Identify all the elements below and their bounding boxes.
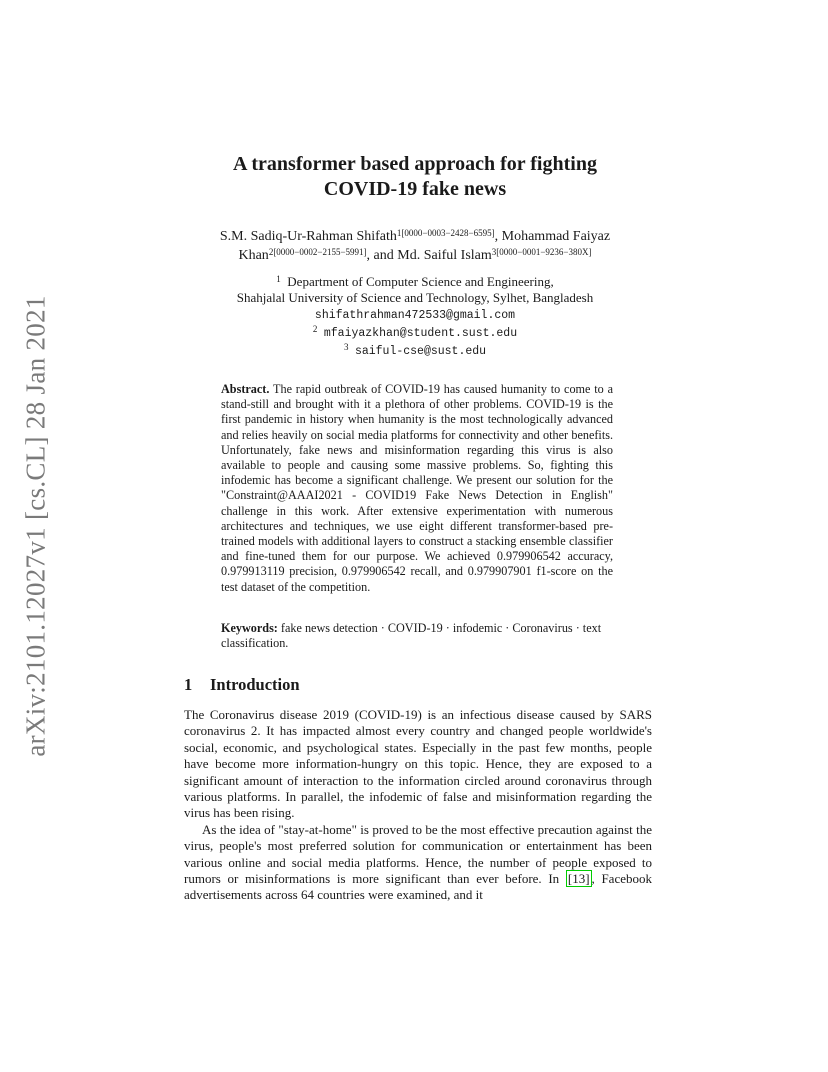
abstract-paragraph — [221, 382, 613, 595]
section-heading — [184, 675, 300, 695]
email-1[interactable]: shifathrahman472533@gmail.com — [314, 309, 516, 322]
keywords — [221, 621, 613, 651]
affil-univ: Shahjalal University of Science and Technology, Sylhet, Bangladesh — [236, 290, 594, 305]
arxiv-identifier-text: arXiv:2101.12027v1 [cs.CL] 28 Jan 2021 — [20, 295, 51, 757]
author-line-1 — [180, 227, 650, 246]
author-3-lead: , and Md. Saiful Islam — [366, 248, 492, 263]
author-2-orcid: 2[0000−0002−2155−5991] — [268, 247, 367, 257]
paper-title — [180, 152, 650, 202]
abstract-label: Abstract. — [221, 382, 270, 396]
keywords-text: fake news detection · COVID-19 · infodemic · Coronavirus · text classification. — [221, 621, 602, 651]
abstract-text: The rapid outbreak of COVID-19 has caused humanity to come to a stand-still and brought with it a plethora of other problems. COVID-19 is the first pandemic in history when humanity is the most technologically advanced and relies heavily on social media platforms for connectivity and other benefits. Unfortunately, fake news and misinformation regarding this virus is also available to people and causing some massive problems. So, fighting this infodemic has become a significant challenge. We present our solution for the "Constraint@AAAI2021 - COVID19 Fake News Detection in English" challenge in this work. After extensive experimentation with numerous architectures and techniques, we use eight different transformer-based pre-trained models with additional layers to construct a stacking ensemble classifier and fine-tuned them for our purpose. We achieved 0.979906542 accuracy, 0.979913119 precision, 0.979906542 recall, and 0.979907901 f1-score on the test dataset of the competition. — [221, 382, 614, 594]
body-text — [184, 707, 652, 904]
email-2[interactable]: mfaiyazkhan@student.sust.edu — [323, 327, 518, 340]
email-line-2 — [180, 324, 650, 342]
affil-dept: Department of Computer Science and Engineering, — [287, 274, 554, 289]
affil-sup-3: 3 — [343, 342, 349, 352]
body-paragraph-1: The Coronavirus disease 2019 (COVID-19) is an infectious disease caused by SARS coronavirus 2. It has impacted almost every country and changed people worldwide's social, economic, and psychological states. Especially in the past few months, people have become more information-hungry on this topic. Hence, they are exposed to a significant amount of interaction to the information circled around coronavirus through various platforms. In parallel, the infodemic of false and misinformation regarding the virus has been rising. — [184, 707, 652, 821]
body-p2-end: , Facebook advertisements across 64 countries were examined, and it — [184, 871, 652, 903]
author-2-name: Khan — [238, 248, 269, 263]
author-1-orcid: 1[0000−0003−2428−6595] — [396, 228, 495, 238]
title-line-2: COVID-19 fake news — [323, 178, 507, 200]
author-line-2 — [180, 246, 650, 265]
section-number: 1 — [184, 675, 193, 694]
author-list — [180, 227, 650, 265]
affil-sup-1: 1 — [276, 274, 281, 284]
abstract — [221, 382, 613, 595]
affil-dept-line — [180, 274, 650, 290]
email-3[interactable]: saiful-cse@sust.edu — [354, 345, 487, 358]
affiliations — [180, 274, 650, 360]
affil-sup-2: 2 — [312, 324, 318, 334]
body-p2-start: As the idea of "stay-at-home" is proved to be the most effective precaution against the virus, people's most preferred solution for communication or entertainment has been various online and social media platforms. Hence, the number of people exposed to rumors or misinformations is more significant than ever before. In — [184, 821, 652, 887]
section-title: Introduction — [210, 675, 300, 694]
citation-link[interactable]: [13] — [567, 871, 590, 887]
email-line-3 — [180, 342, 650, 360]
author-1-name: S.M. Sadiq-Ur-Rahman Shifath — [219, 229, 397, 244]
body-paragraph-2 — [184, 822, 652, 904]
arxiv-identifier — [20, 295, 51, 757]
author-3-orcid: 3[0000−0001−9236−380X] — [491, 247, 592, 257]
author-2-lead: , Mohammad Faiyaz — [494, 229, 611, 244]
title-line-1: A transformer based approach for fighting — [233, 153, 597, 175]
keywords-label: Keywords: — [221, 621, 278, 635]
email-line-1 — [180, 306, 650, 324]
